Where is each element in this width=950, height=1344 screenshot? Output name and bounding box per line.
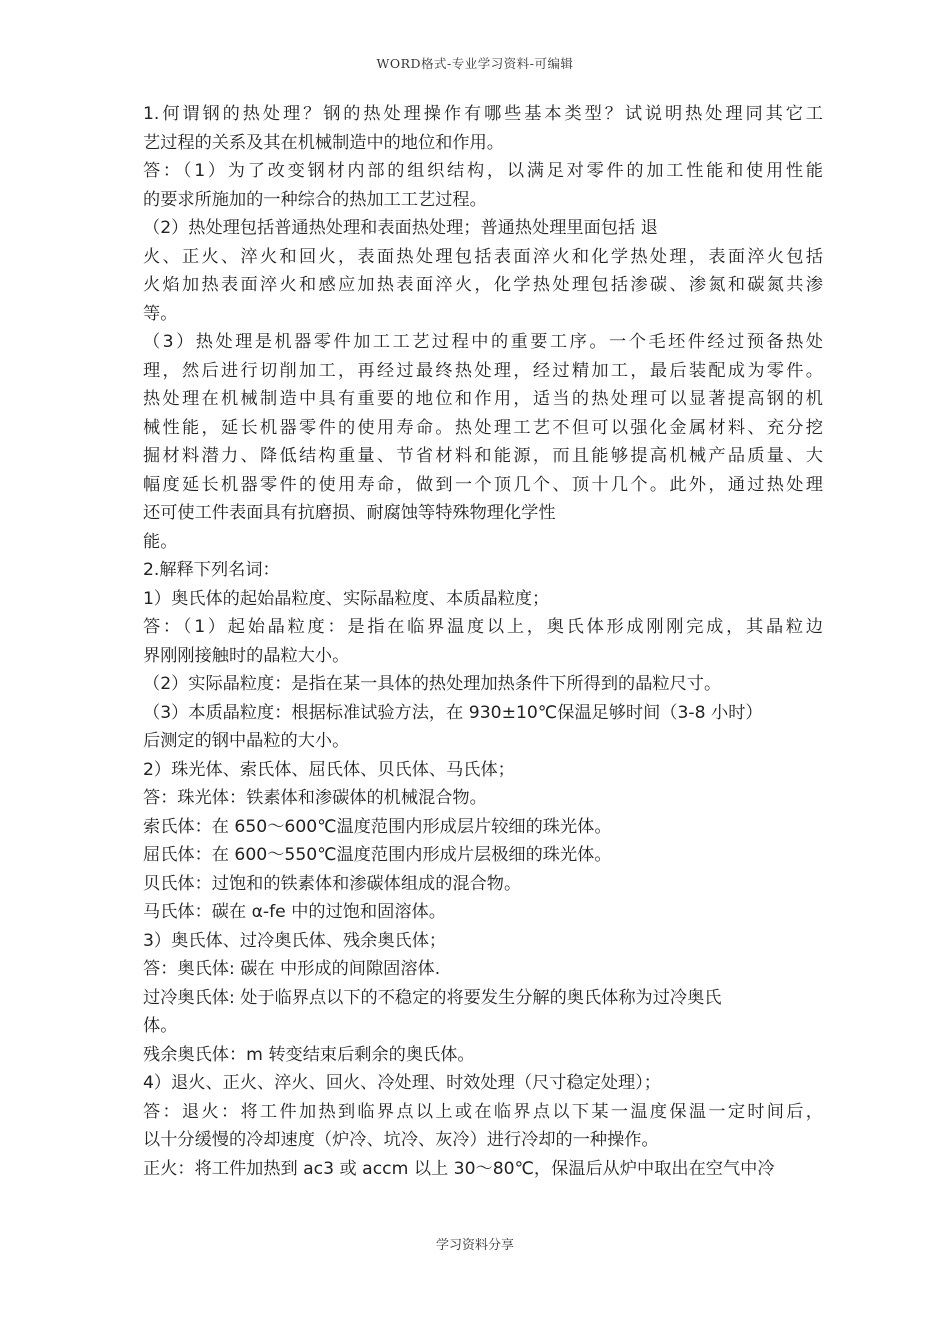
text-line: 热处理在机械制造中具有重要的地位和作用，适当的热处理可以显著提高钢的机 [143, 389, 823, 409]
text-line: 幅度延长机器零件的使用寿命，做到一个顶几个、顶十几个。此外，通过热处理 [143, 474, 823, 495]
text-line: 1.何谓钢的热处理？钢的热处理操作有哪些基本类型？试说明热处理同其它工 [143, 104, 823, 124]
text-line: 后测定的钢中晶粒的大小。 [143, 731, 350, 751]
text-line: 屈氏体：在 600～550℃温度范围内形成片层极细的珠光体。 [143, 845, 612, 865]
text-line: 还可使工件表面具有抗磨损、耐腐蚀等特殊物理化学性 [143, 503, 556, 523]
text-line: 答：（1）为了改变钢材内部的组织结构，以满足对零件的加工性能和使用性能 [143, 161, 823, 181]
text-line: 以十分缓慢的冷却速度（炉冷、坑冷、灰冷）进行冷却的一种操作。 [143, 1130, 659, 1150]
text-line: 械性能，延长机器零件的使用寿命。热处理工艺不但可以强化金属材料、充分挖 [143, 417, 823, 438]
text-line: 体。 [143, 1016, 178, 1036]
text-line: 1）奥氏体的起始晶粒度、实际晶粒度、本质晶粒度； [143, 588, 550, 609]
text-line: 答：退火：将工件加热到临界点以上或在临界点以下某一温度保温一定时间后， [143, 1101, 823, 1122]
text-line: 答：奥氏体: 碳在 中形成的间隙固溶体. [143, 959, 441, 979]
text-line: 残余奥氏体：m 转变结束后剩余的奥氏体。 [143, 1044, 475, 1065]
text-line: （2）热处理包括普通热处理和表面热处理；普通热处理里面包括 退 [143, 218, 658, 238]
text-line: 正火：将工件加热到 ac3 或 accm 以上 30～80℃，保温后从炉中取出在空气中冷 [143, 1158, 775, 1179]
text-line: 等。 [143, 303, 178, 324]
text-line: （3）热处理是机器零件加工工艺过程中的重要工序。一个毛坯件经过预备热处 [143, 332, 823, 352]
text-line: 4）退火、正火、淬火、回火、冷处理、时效处理（尺寸稳定处理）； [143, 1073, 661, 1093]
text-line: 能。 [143, 531, 178, 552]
text-line: 马氏体：碳在 α-fe 中的过饱和固溶体。 [143, 902, 446, 922]
text-line: 艺过程的关系及其在机械制造中的地位和作用。 [143, 132, 504, 153]
text-line: 答：珠光体：铁素体和渗碳体的机械混合物。 [143, 788, 487, 808]
text-line: （3）本质晶粒度：根据标准试验方法，在 930±10℃保温足够时间（3-8 小时） [143, 702, 763, 723]
section-heading: 2.解释下列名词： [143, 560, 280, 580]
text-line: 火焰加热表面淬火和感应加热表面淬火，化学热处理包括渗碳、渗氮和碳氮共渗 [143, 275, 823, 295]
page-footer: 学习资料分享 [435, 1238, 514, 1253]
text-line: 答：（1）起始晶粒度：是指在临界温度以上，奥氏体形成刚刚完成，其晶粒边 [143, 617, 823, 637]
text-line: 索氏体：在 650～600℃温度范围内形成层片较细的珠光体。 [143, 816, 612, 837]
text-line: 火、正火、淬火和回火，表面热处理包括表面淬火和化学热处理，表面淬火包括 [143, 246, 823, 267]
text-line: 掘材料潜力、降低结构重量、节省材料和能源，而且能够提高机械产品质量、大 [143, 446, 823, 466]
text-line: 过冷奥氏体: 处于临界点以下的不稳定的将要发生分解的奥氏体称为过冷奥氏 [143, 987, 722, 1008]
text-line: 贝氏体：过饱和的铁素体和渗碳体组成的混合物。 [143, 873, 522, 894]
document-body [143, 100, 823, 1183]
text-line: 界刚刚接触时的晶粒大小。 [143, 645, 350, 666]
text-line: （2）实际晶粒度：是指在某一具体的热处理加热条件下所得到的晶粒尺寸。 [143, 674, 722, 694]
page-header: WORD格式-专业学习资料-可编辑 [376, 56, 574, 71]
text-line: 理，然后进行切削加工，再经过最终热处理，经过精加工，最后装配成为零件。 [143, 360, 823, 381]
text-line: 2）珠光体、索氏体、屈氏体、贝氏体、马氏体； [143, 759, 515, 780]
text-line: 的要求所施加的一种综合的热加工工艺过程。 [143, 189, 487, 210]
text-line: 3）奥氏体、过冷奥氏体、残余奥氏体； [143, 930, 447, 951]
